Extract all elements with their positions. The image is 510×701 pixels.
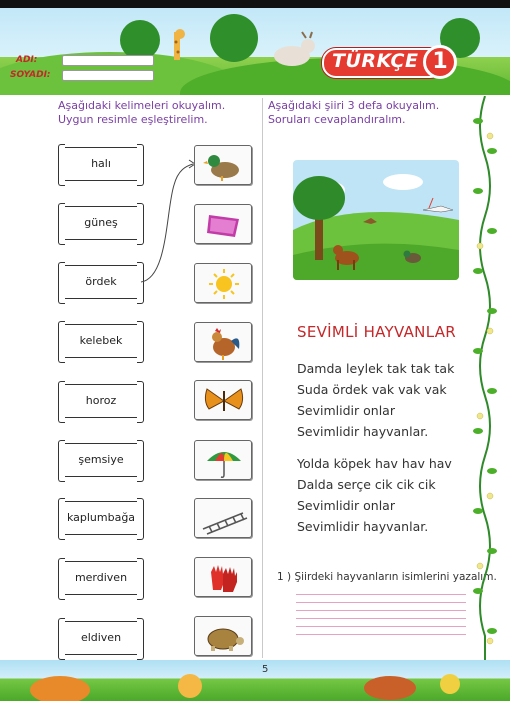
gloves-picture[interactable] bbox=[194, 557, 252, 597]
tree-icon bbox=[210, 14, 258, 62]
word-tag[interactable] bbox=[62, 561, 140, 595]
word-label: horoz bbox=[85, 394, 117, 407]
word-tag[interactable] bbox=[62, 265, 140, 299]
word-label: halı bbox=[91, 157, 111, 170]
poem-title: SEVİMLİ HAYVANLAR bbox=[297, 323, 456, 341]
writing-line bbox=[296, 610, 466, 611]
poem-line: Sevimlidir hayvanlar. bbox=[297, 519, 429, 534]
umbrella-picture[interactable] bbox=[194, 440, 252, 480]
duck-picture[interactable] bbox=[194, 145, 252, 185]
writing-line bbox=[296, 618, 466, 619]
poem-line: Damda leylek tak tak tak bbox=[297, 361, 455, 376]
page-number: 5 bbox=[262, 664, 269, 675]
poem-line: Suda ördek vak vak vak bbox=[297, 382, 447, 397]
goat-icon bbox=[262, 30, 322, 70]
left-instruction-line1: Aşağıdaki kelimeleri okuyalım. bbox=[58, 99, 226, 112]
name-field[interactable] bbox=[62, 55, 154, 66]
poem-line: Dalda serçe cik cik cik bbox=[297, 477, 436, 492]
word-tag[interactable] bbox=[62, 147, 140, 181]
page-title: TÜRKÇE bbox=[332, 50, 419, 72]
poem-line: Yolda köpek hav hav hav bbox=[297, 456, 452, 471]
answer-writing-area[interactable] bbox=[296, 592, 466, 642]
word-label: kelebek bbox=[79, 334, 123, 347]
rooster-picture[interactable] bbox=[194, 322, 252, 362]
header-banner bbox=[0, 0, 510, 95]
right-instruction-line2: Soruları cevaplandıralım. bbox=[268, 113, 406, 126]
top-black-bar bbox=[0, 0, 510, 8]
question-1: 1 ) Şiirdeki hayvanların isimlerini yazalım. bbox=[277, 571, 497, 583]
poem-line: Sevimlidir onlar bbox=[297, 403, 395, 418]
word-label: şemsiye bbox=[78, 453, 124, 466]
word-tag[interactable] bbox=[62, 206, 140, 240]
sun-picture[interactable] bbox=[194, 263, 252, 303]
poem-line: Sevimlidir onlar bbox=[297, 498, 395, 513]
ladder-picture[interactable] bbox=[194, 498, 252, 538]
butterfly-picture[interactable] bbox=[194, 380, 252, 420]
word-tag[interactable] bbox=[62, 443, 140, 477]
writing-line bbox=[296, 594, 466, 595]
turtle-picture[interactable] bbox=[194, 616, 252, 656]
word-label: ördek bbox=[85, 275, 117, 288]
word-label: merdiven bbox=[74, 571, 128, 584]
name-label: ADI: bbox=[16, 55, 38, 65]
writing-line bbox=[296, 626, 466, 627]
surname-label: SOYADI: bbox=[10, 70, 51, 80]
word-tag[interactable] bbox=[62, 324, 140, 358]
animals-scene-illustration bbox=[293, 160, 459, 280]
footer-banner bbox=[0, 660, 510, 701]
match-line bbox=[138, 150, 198, 290]
column-divider bbox=[262, 98, 263, 658]
poem-line: Sevimlidir hayvanlar. bbox=[297, 424, 429, 439]
surname-field[interactable] bbox=[62, 70, 154, 81]
writing-line bbox=[296, 634, 466, 635]
writing-line bbox=[296, 602, 466, 603]
right-instruction-line1: Aşağıdaki şiiri 3 defa okuyalım. bbox=[268, 99, 440, 112]
word-label: kaplumbağa bbox=[66, 511, 136, 524]
name-area bbox=[10, 52, 160, 86]
word-tag[interactable] bbox=[62, 501, 140, 535]
vine-border-decoration bbox=[470, 96, 500, 661]
giraffe-icon bbox=[160, 28, 200, 68]
title-number: 1 bbox=[423, 45, 457, 79]
word-tag[interactable] bbox=[62, 621, 140, 655]
word-label: eldiven bbox=[80, 631, 122, 644]
word-label: güneş bbox=[84, 216, 118, 229]
rug-picture[interactable] bbox=[194, 204, 252, 244]
left-instruction-line2: Uygun resimle eşleştirelim. bbox=[58, 113, 208, 126]
word-tag[interactable] bbox=[62, 384, 140, 418]
